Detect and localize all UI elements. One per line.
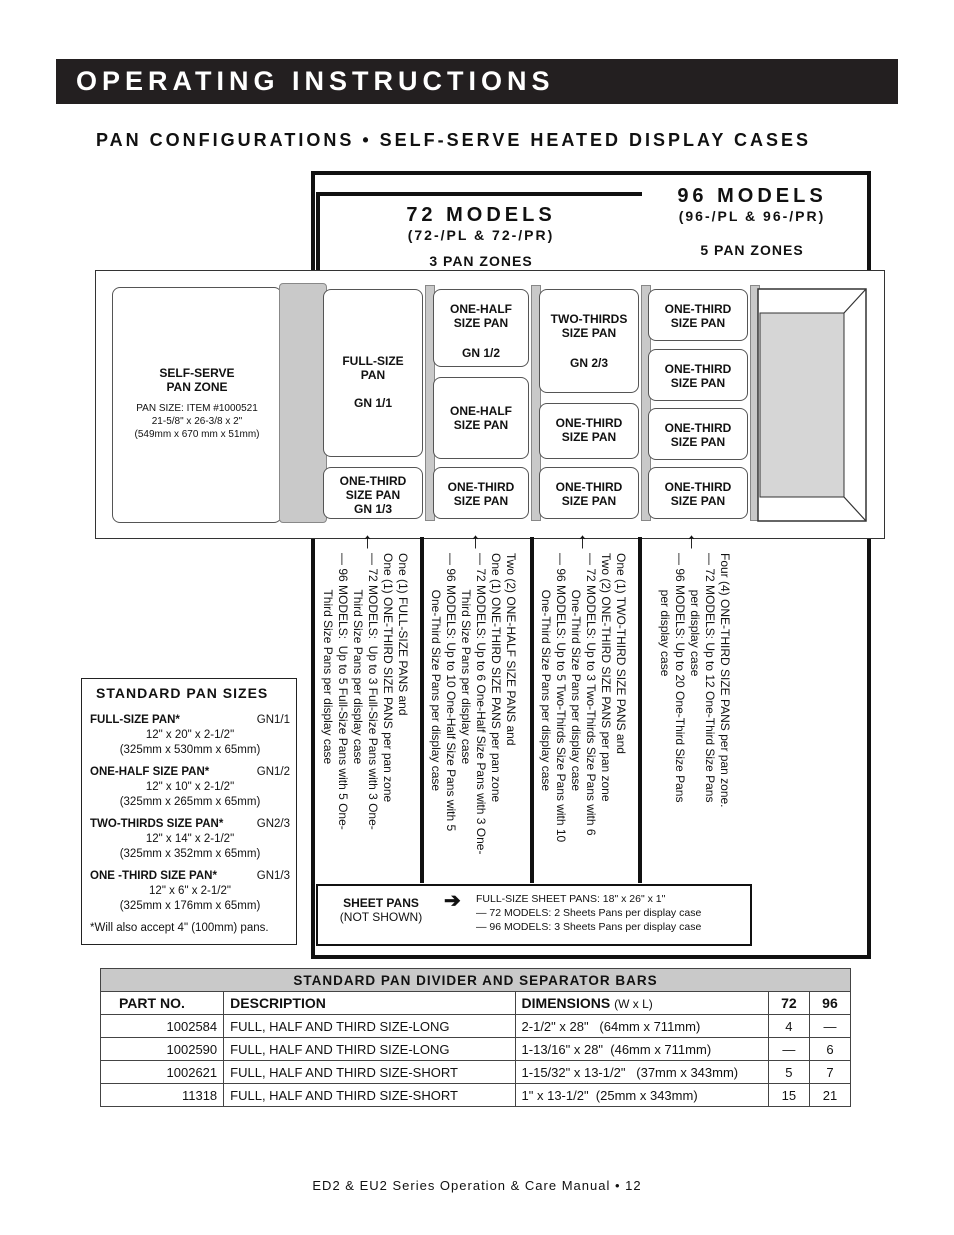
col-header-dimensions-unit: (W x L): [614, 997, 653, 1011]
cell-96: 21: [809, 1084, 850, 1107]
models72-title: 72 MODELS: [406, 204, 556, 226]
full-size-pan: [323, 289, 423, 457]
col-header-part: PART NO.: [101, 992, 224, 1015]
cell-dimensions: 1-15/32" x 13-1/2" (37mm x 343mm): [515, 1061, 768, 1084]
pan-label: ONE-THIRD: [555, 480, 623, 494]
pan-label: SIZE PAN: [453, 494, 509, 508]
pan-label: PAN: [360, 368, 386, 382]
column-divider: [420, 537, 424, 883]
cell-dimensions: 1" x 13-1/2" (25mm x 343mm): [515, 1084, 768, 1107]
pan-size-name: FULL-SIZE PAN*: [90, 714, 180, 726]
pan-size-entry: [90, 869, 290, 914]
page-footer: ED2 & EU2 Series Operation & Care Manual • 12: [312, 1178, 642, 1193]
pan-size-inches: 12" x 14" x 2-1/2": [145, 833, 235, 845]
pan-gn: GN 1/2: [461, 346, 500, 360]
pan-size-entry: [90, 765, 290, 810]
self-serve-size-in: 21-5/8" x 26-3/8 x 2": [151, 416, 243, 427]
pan-label: SIZE PAN: [561, 430, 617, 444]
pan-size-name: ONE -THIRD SIZE PAN*: [90, 870, 217, 882]
sheet-pans-box: [316, 884, 752, 946]
one-third-pan: [648, 467, 748, 519]
models72-zones: 3 PAN ZONES: [429, 253, 533, 269]
display-case-diagram: [95, 270, 885, 539]
sheet-pans-line: FULL-SIZE SHEET PANS: 18" x 26" x 1": [476, 893, 666, 905]
cell-part: 1002621: [101, 1061, 224, 1084]
one-third-pan: [539, 403, 639, 459]
pan-size-inches: 12" x 20" x 2-1/2": [145, 729, 235, 741]
pan-label: ONE-THIRD: [664, 480, 732, 494]
one-third-pan: [648, 289, 748, 341]
models72-panel: [316, 192, 646, 276]
pan-size-inches: 12" x 6" x 2-1/2": [149, 885, 231, 897]
pan-size-gn: GN1/2: [256, 766, 290, 778]
pan-size-name: ONE-HALF SIZE PAN*: [90, 766, 210, 778]
pan-label: ONE-HALF: [450, 404, 512, 418]
table-row: [101, 1038, 851, 1061]
models96-zones: 5 PAN ZONES: [700, 242, 804, 258]
cell-96: 7: [809, 1061, 850, 1084]
up-arrow-icon: ↑: [686, 528, 697, 553]
standard-pan-sizes-title: STANDARD PAN SIZES: [96, 685, 269, 701]
table-title: STANDARD PAN DIVIDER AND SEPARATOR BARS: [101, 969, 851, 992]
table-row: [101, 1061, 851, 1084]
sheet-pans-note: (NOT SHOWN): [339, 910, 423, 924]
pan-label: SIZE PAN: [561, 494, 617, 508]
pan-gn: GN 1/3: [353, 502, 392, 516]
models96-panel: [642, 177, 862, 271]
pan-label: SIZE PAN: [670, 435, 726, 449]
one-third-pan: [648, 349, 748, 401]
two-thirds-pan: [539, 289, 639, 393]
models96-title: 96 MODELS: [677, 185, 827, 207]
sheet-pans-line: — 72 MODELS: 2 Sheets Pans per display case: [476, 907, 702, 919]
models96-subtitle: (96-/PL & 96-/PR): [678, 208, 826, 224]
up-arrow-icon: ↑: [362, 528, 373, 553]
one-third-pan: [539, 467, 639, 519]
pan-size-gn: GN1/1: [256, 714, 290, 726]
one-third-pan: [433, 467, 529, 519]
pan-label: ONE-THIRD: [664, 421, 732, 435]
sheet-pans-line: — 96 MODELS: 3 Sheets Pans per display case: [476, 921, 702, 933]
pan-label: TWO-THIRDS: [550, 312, 628, 326]
self-serve-title: SELF-SERVE: [159, 366, 235, 380]
cell-description: FULL, HALF AND THIRD SIZE-SHORT: [224, 1061, 515, 1084]
table-row: [101, 1015, 851, 1038]
cell-96: 6: [809, 1038, 850, 1061]
pan-size-mm: (325mm x 176mm x 65mm): [119, 900, 261, 912]
self-serve-title-2: PAN ZONE: [166, 380, 228, 394]
self-serve-size-item: PAN SIZE: ITEM #1000521: [136, 403, 258, 414]
case-end-cap: [756, 287, 870, 525]
pan-size-name: TWO-THIRDS SIZE PAN*: [90, 818, 224, 830]
one-third-pan: [648, 408, 748, 460]
cell-72: 4: [768, 1015, 809, 1038]
standard-pan-sizes-box: [81, 678, 297, 945]
col-header-dimensions: [515, 992, 768, 1015]
col-header-96: 96: [809, 992, 850, 1015]
column-description: Two (2) ONE-HALF SIZE PANS and One (1) ONE-THIRD SIZE PANS per pan zone — 72 MODELS: Up to 6 One-Half Size Pans with 3 One- Third Size Pans per display case — 96 MODELS: Up to 10 One-Half Size Pans with 5 One-Third Size Pans per display case: [429, 553, 518, 855]
cell-part: 11318: [101, 1084, 224, 1107]
up-arrow-icon: ↑: [470, 528, 481, 553]
cell-description: FULL, HALF AND THIRD SIZE-SHORT: [224, 1084, 515, 1107]
column-divider: [530, 537, 534, 883]
cell-description: FULL, HALF AND THIRD SIZE-LONG: [224, 1038, 515, 1061]
pan-size-inches: 12" x 10" x 2-1/2": [145, 781, 235, 793]
banner-title: OPERATING INSTRUCTIONS: [76, 66, 555, 96]
up-arrow-icon: ↑: [577, 528, 588, 553]
divider-bars-table: [100, 968, 851, 1107]
col-header-dimensions-label: DIMENSIONS: [521, 995, 611, 1011]
pan-label: SIZE PAN: [670, 494, 726, 508]
one-third-pan-gn: [323, 467, 423, 519]
one-half-pan: [433, 377, 529, 459]
sheet-pans-title: SHEET PANS: [343, 896, 419, 910]
cell-description: FULL, HALF AND THIRD SIZE-LONG: [224, 1015, 515, 1038]
pan-label: FULL-SIZE: [342, 354, 404, 368]
col-header-72: 72: [768, 992, 809, 1015]
cell-72: 15: [768, 1084, 809, 1107]
pan-label: SIZE PAN: [561, 326, 617, 340]
pan-label: SIZE PAN: [453, 418, 509, 432]
cell-72: —: [768, 1038, 809, 1061]
self-serve-pan-zone: [112, 287, 282, 523]
pan-label: SIZE PAN: [453, 316, 509, 330]
cell-72: 5: [768, 1061, 809, 1084]
pan-label: SIZE PAN: [670, 316, 726, 330]
pan-label: ONE-THIRD: [339, 474, 407, 488]
page-subtitle: PAN CONFIGURATIONS • SELF-SERVE HEATED DISPLAY CASES: [96, 130, 812, 150]
divider-bar: [279, 283, 327, 523]
pan-size-mm: (325mm x 530mm x 65mm): [119, 744, 261, 756]
cell-96: —: [809, 1015, 850, 1038]
header-banner: [56, 59, 898, 104]
pan-label: ONE-THIRD: [664, 362, 732, 376]
pan-label: SIZE PAN: [345, 488, 401, 502]
column-description: One (1) TWO-THIRD SIZE PANS and Two (2) ONE-THIRD SIZE PANS per pan zone — 72 MODELS: Up to 3 Two-Thirds Size Pans with 6 One-Third Size Pans per display case — 96 MODELS: Up to 5 Two-Thirds Size Pans with 10 One-Third Size Pans per display case: [539, 553, 628, 843]
pan-size-entry: [90, 713, 290, 758]
pan-gn: GN 1/1: [353, 396, 392, 410]
pan-gn: GN 2/3: [569, 356, 608, 370]
cell-dimensions: 1-13/16" x 28" (46mm x 711mm): [515, 1038, 768, 1061]
cell-part: 1002590: [101, 1038, 224, 1061]
col-header-description: DESCRIPTION: [224, 992, 515, 1015]
pan-size-entry: [90, 817, 290, 862]
sheet-pans-label: [326, 896, 436, 924]
cell-part: 1002584: [101, 1015, 224, 1038]
pan-label: ONE-THIRD: [555, 416, 623, 430]
pan-label: ONE-THIRD: [447, 480, 515, 494]
pan-label: SIZE PAN: [670, 376, 726, 390]
pan-label: ONE-THIRD: [664, 302, 732, 316]
column-divider: [638, 537, 642, 883]
right-arrow-icon: ➔: [444, 890, 461, 912]
pan-size-gn: GN2/3: [256, 818, 290, 830]
table-row: [101, 1084, 851, 1107]
column-description: Four (4) ONE-THIRD SIZE PANS per pan zone. — 72 MODELS: Up to 12 One-Third Size Pans per display case — 96 MODELS: Up to 20 One-Third Size Pans per display case: [658, 553, 732, 808]
pan-size-mm: (325mm x 352mm x 65mm): [119, 848, 261, 860]
pan-size-mm: (325mm x 265mm x 65mm): [119, 796, 261, 808]
cell-dimensions: 2-1/2" x 28" (64mm x 711mm): [515, 1015, 768, 1038]
pan-size-note: *Will also accept 4" (100mm) pans.: [90, 922, 269, 934]
sheet-pans-details: [476, 892, 701, 934]
models72-subtitle: (72-/PL & 72-/PR): [407, 227, 555, 243]
self-serve-size-mm: (549mm x 670 mm x 51mm): [134, 429, 260, 440]
pan-label: ONE-HALF: [450, 302, 512, 316]
pan-size-gn: GN1/3: [256, 870, 290, 882]
one-half-pan: [433, 289, 529, 367]
column-description: One (1) FULL-SIZE PANS and One (1) ONE-THIRD SIZE PANS per pan zone — 72 MODELS: Up to 3 Full-Size Pans with 3 One- Third Size Pans per display case — 96 MODELS: Up to 5 Full-Size Pans with 5 One- Third Size Pans per display case: [321, 553, 410, 830]
